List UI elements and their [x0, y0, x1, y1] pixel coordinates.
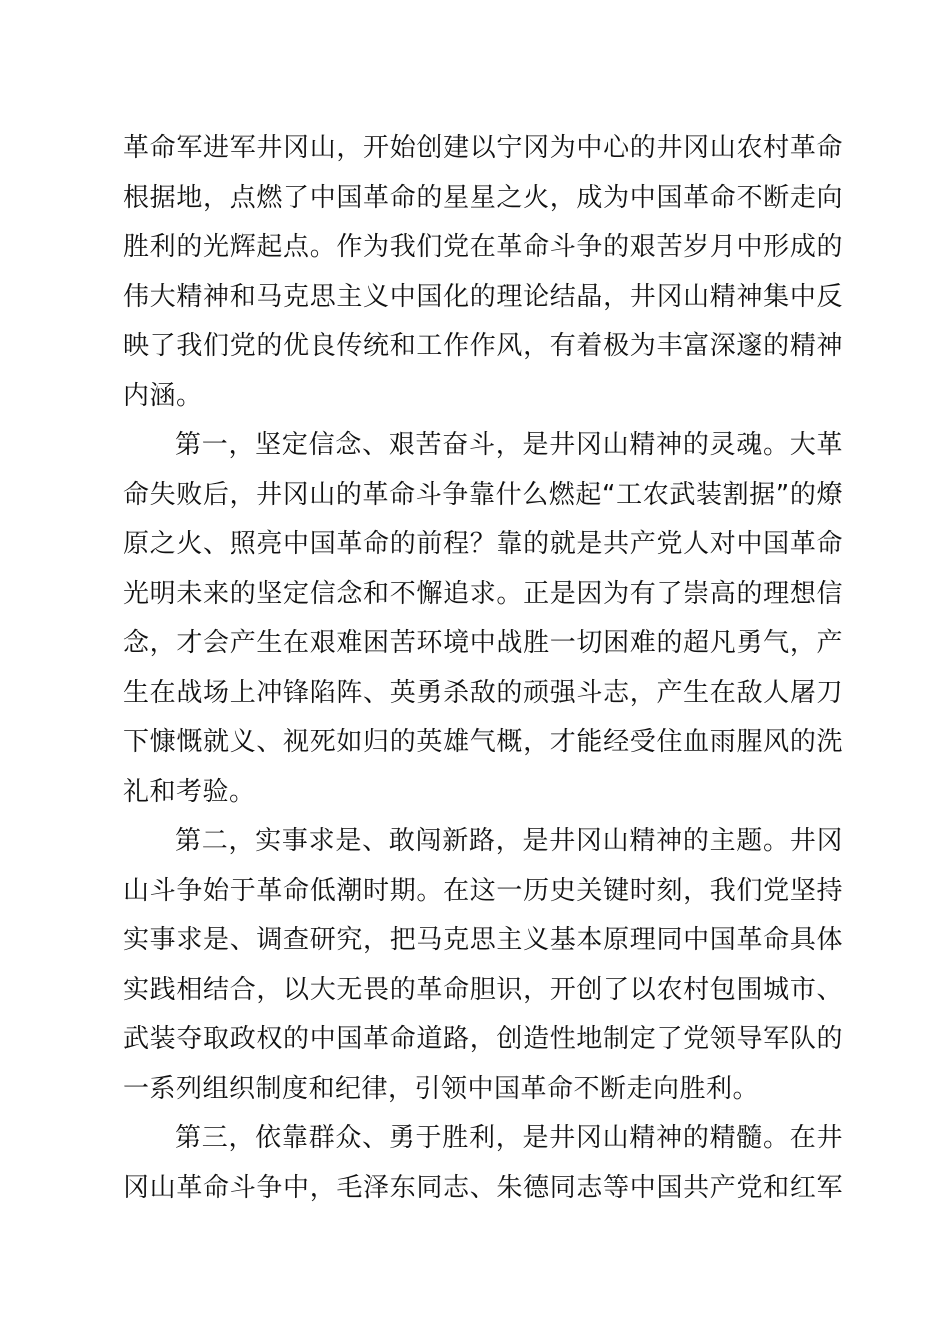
text-line: 武装夺取政权的中国革命道路，创造性地制定了党领导军队的 — [123, 1024, 843, 1054]
text-line: 映了我们党的优良传统和工作作风，有着极为丰富深邃的精神 — [123, 331, 843, 361]
text-line: 胜利的光辉起点。作为我们党在革命斗争的艰苦岁月中形成的 — [123, 232, 843, 262]
text-line: 冈山革命斗争中，毛泽东同志、朱德同志等中国共产党和红军 — [123, 1172, 843, 1203]
text-line: 原之火、照亮中国革命的前程？靠的就是共产党人对中国革命 — [123, 529, 843, 559]
text-line: 第三，依靠群众、勇于胜利，是井冈山精神的精髓。在井 — [175, 1123, 843, 1153]
text-line: 实践相结合，以大无畏的革命胆识，开创了以农村包围城市、 — [123, 974, 843, 1005]
text-line: 光明未来的坚定信念和不懈追求。正是因为有了崇高的理想信 — [123, 578, 843, 609]
text-line: 伟大精神和马克思主义中国化的理论结晶，井冈山精神集中反 — [123, 281, 843, 312]
text-line: 生在战场上冲锋陷阵、英勇杀敌的顽强斗志，产生在敌人屠刀 — [123, 677, 843, 708]
text-line: 下慷慨就义、视死如归的英雄气概，才能经受住血雨腥风的洗 — [123, 727, 843, 757]
text-line: 一系列组织制度和纪律，引领中国革命不断走向胜利。 — [123, 1073, 760, 1104]
text-line: 根据地，点燃了中国革命的星星之火，成为中国革命不断走向 — [123, 182, 843, 213]
body-text — [123, 124, 843, 1213]
text-line: 念，才会产生在艰难困苦环境中战胜一切困难的超凡勇气，产 — [123, 628, 843, 658]
text-line: 第一，坚定信念、艰苦奋斗，是井冈山精神的灵魂。大革 — [175, 430, 843, 460]
text-line: 实事求是、调查研究，把马克思主义基本原理同中国革命具体 — [123, 925, 843, 955]
text-line: 内涵。 — [123, 380, 203, 411]
text-line: 礼和考验。 — [123, 776, 256, 807]
text-line: 第二，实事求是、敢闯新路，是井冈山精神的主题。井冈 — [175, 826, 843, 856]
text-line: 命失败后，井冈山的革命斗争靠什么燃起“工农武装割据”的燎 — [123, 479, 843, 510]
text-line: 革命军进军井冈山，开始创建以宁冈为中心的井冈山农村革命 — [123, 133, 843, 163]
text-line: 山斗争始于革命低潮时期。在这一历史关键时刻，我们党坚持 — [123, 875, 843, 906]
